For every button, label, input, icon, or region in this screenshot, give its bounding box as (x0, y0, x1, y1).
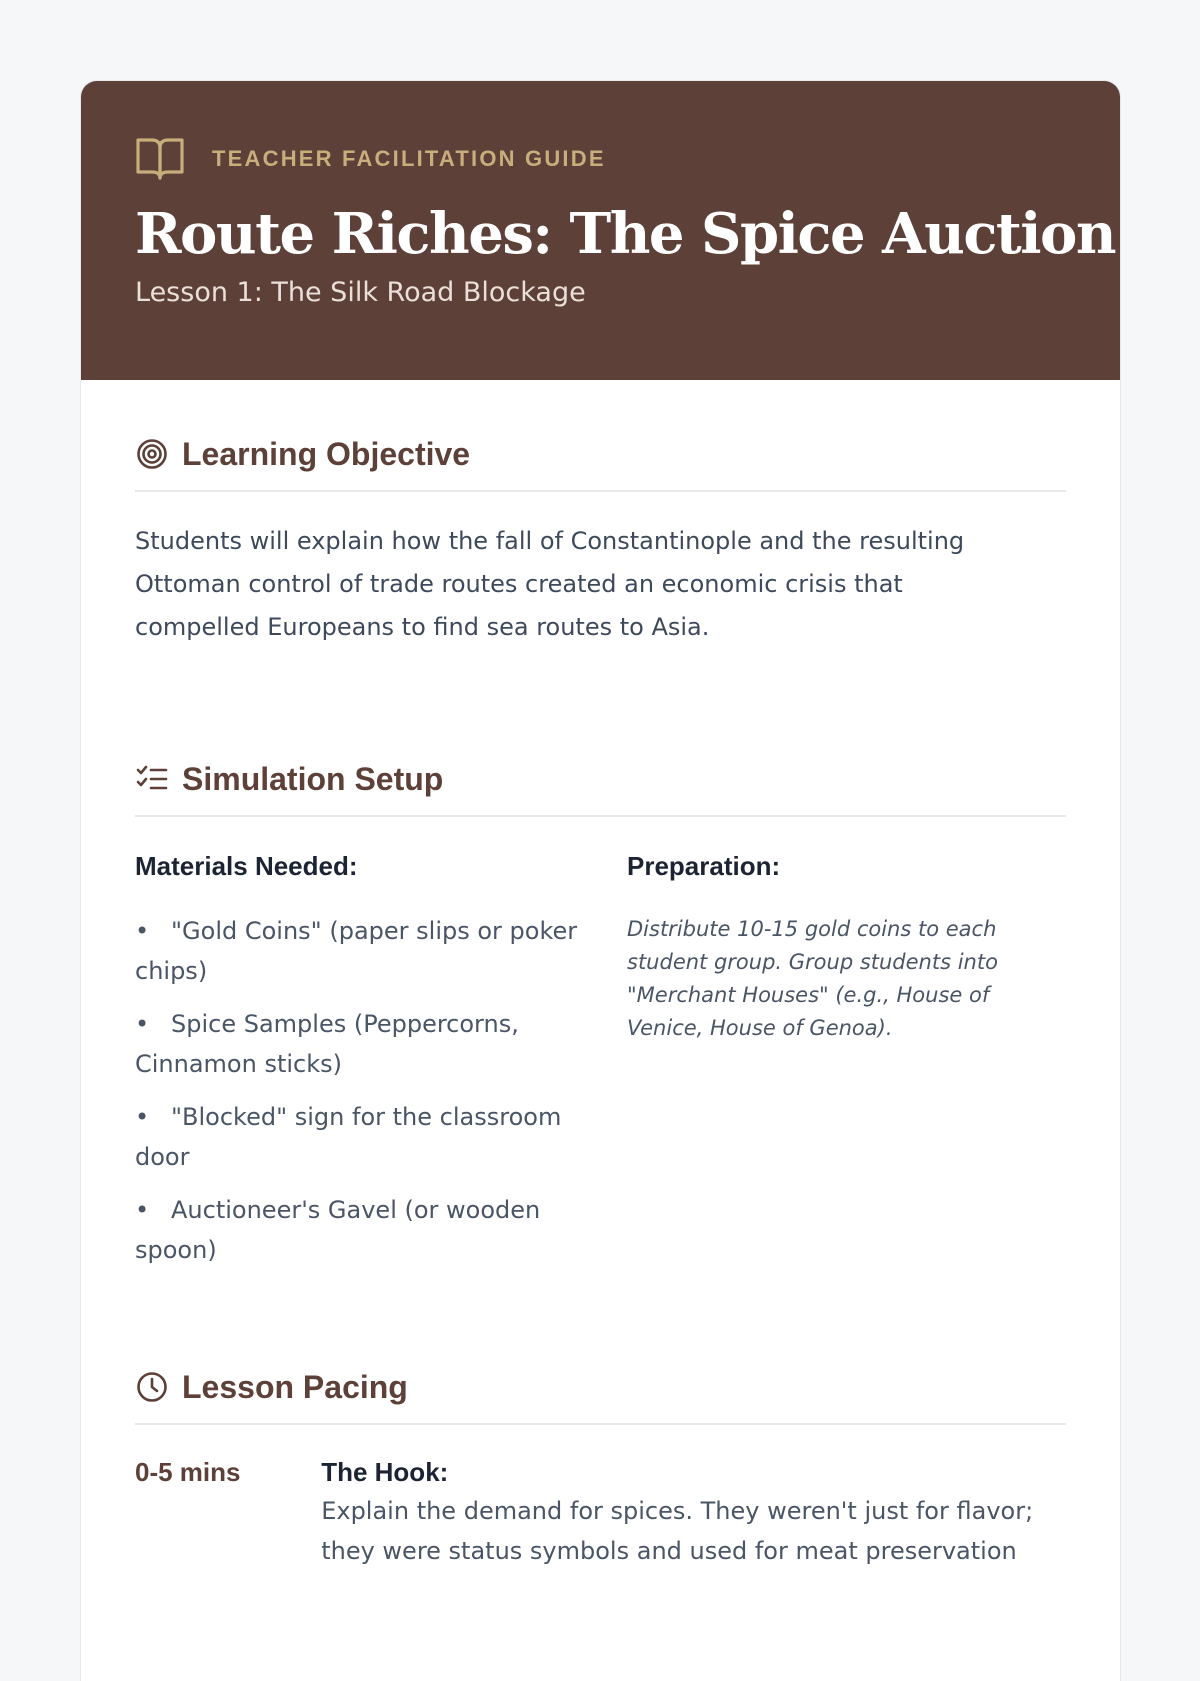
eyebrow-label: TEACHER FACILITATION GUIDE (212, 146, 606, 171)
section-pacing (135, 1367, 1066, 1571)
pacing-description: Explain the demand for spices. They weren't just for flavor; they were status symbols and used for meat preservation (321, 1497, 1034, 1565)
pacing-row (135, 1455, 1066, 1571)
materials-list (135, 911, 627, 1270)
section-header (135, 1367, 1066, 1425)
open-book-icon (135, 135, 187, 183)
section-title: Learning Objective (182, 435, 471, 472)
guide-header (81, 81, 1120, 380)
list-item: • Auctioneer's Gavel (or wooden spoon) (135, 1196, 541, 1264)
section-objective (135, 434, 1066, 649)
materials-column (135, 849, 627, 1283)
section-setup (135, 759, 1066, 1283)
pacing-body (321, 1455, 1066, 1571)
preparation-column (627, 849, 1065, 1283)
pacing-title: The Hook: (321, 1457, 449, 1487)
target-icon (135, 437, 169, 471)
page-subtitle: Lesson 1: The Silk Road Blockage (135, 277, 586, 308)
materials-label: Materials Needed: (135, 851, 358, 881)
section-header (135, 434, 1066, 492)
guide-content (81, 434, 1120, 1571)
eyebrow (135, 135, 1066, 183)
page-title: Route Riches: The Spice Auction (135, 201, 1116, 267)
section-header (135, 759, 1066, 817)
section-title: Lesson Pacing (182, 1368, 408, 1405)
checklist-icon (135, 762, 169, 796)
list-item: • Spice Samples (Peppercorns, Cinnamon sticks) (135, 1010, 519, 1078)
pacing-time: 0-5 mins (135, 1457, 241, 1487)
section-title: Simulation Setup (182, 760, 444, 797)
list-item: • "Blocked" sign for the classroom door (135, 1103, 562, 1171)
preparation-label: Preparation: (627, 851, 781, 881)
list-item: • "Gold Coins" (paper slips or poker chips) (135, 917, 578, 985)
preparation-text: Distribute 10-15 gold coins to each student group. Group students into "Merchant Houses" (e.g., House of Venice, House of Genoa). (627, 917, 998, 1040)
guide-card (81, 81, 1120, 1681)
setup-grid (135, 849, 1066, 1283)
objective-text: Students will explain how the fall of Constantinople and the resulting Ottoman control of trade routes created an economic crisis that compelled Europeans to find sea routes to Asia. (135, 527, 965, 641)
clock-icon (135, 1370, 169, 1404)
